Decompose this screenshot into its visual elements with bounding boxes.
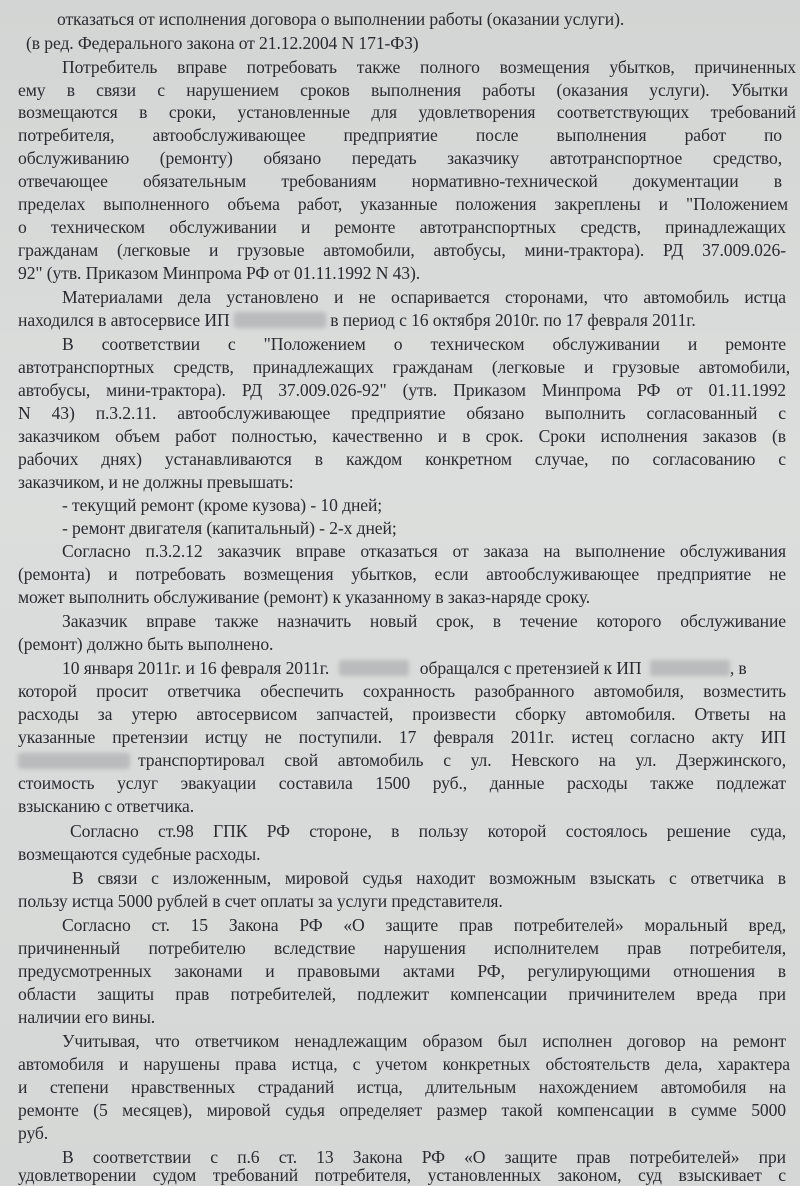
redacted-name [650, 660, 730, 676]
text-line [18, 309, 800, 331]
text-line [62, 657, 800, 679]
text-line: автобусы, мини-трактора). РД 37.009.026-92" (утв. Приказом Минпрома РФ от 01.11.1992 [18, 380, 786, 400]
text-line: и степени нравственных страданий истца, длительным нахождением автомобиля на [18, 1077, 786, 1097]
text-line: возмещаются в сроки, установленные для удовлетворения соответствующих требований [18, 102, 796, 122]
text-line: заказчиком объем работ полностью, качественно и в срок. Сроки исполнения заказов (в [18, 426, 786, 446]
text-line: руб. [18, 1123, 49, 1143]
text-line: (в ред. Федерального закона от 21.12.2004 N 171-ФЗ) [26, 33, 419, 53]
text-line: взысканию с ответчика. [18, 796, 195, 816]
text-line: Заказчик вправе также назначить новый срок, в течение которого обслуживание [62, 611, 786, 631]
text-line: о техническом обслуживании и ремонте автотранспортных средств, принадлежащих [18, 217, 786, 237]
text-segment: , в [729, 658, 747, 678]
text-line: рабочих днях) устанавливаются в каждом конкретном случае, по согласованию с [18, 449, 786, 469]
text-line: пределах выполненного объема работ, указанные положения закреплены и "Положением [18, 194, 788, 214]
text-line: причиненный потребителю вследствие нарушения исполнителем прав потребителя, [18, 938, 786, 958]
text-line: Согласно п.3.2.12 заказчик вправе отказаться от заказа на выполнение обслуживания [62, 541, 786, 561]
text-line: гражданам (легковые и грузовые автомобили, автобусы, мини-трактора). РД 37.009.026- [18, 240, 786, 260]
text-line: N 43) п.3.2.11. автообслуживающее предприятие обязано выполнить согласованный с [18, 403, 786, 423]
text-line: удовлетворении судом требований потребителя, установленных законом, суд взыскивает с [18, 1165, 786, 1185]
text-segment: в период с 16 октября 2010г. по 17 февраля 2011г. [330, 310, 696, 330]
text-line: (ремонт) должно быть выполнено. [18, 634, 274, 654]
text-line: может выполнить обслуживание (ремонт) к указанному в заказ-наряде сроку. [18, 587, 591, 607]
text-segment: обращался с претензией к ИП [419, 658, 642, 678]
text-line: В связи с изложенным, мировой судья находит возможным взыскать с ответчика в [72, 868, 786, 888]
text-line: которой просит ответчика обеспечить сохранность разобранного автомобиля, возместить [18, 681, 786, 701]
text-line: возмещаются судебные расходы. [18, 844, 261, 864]
text-line: Учитывая, что ответчиком ненадлежащим образом был исполнен договор на ремонт [62, 1031, 786, 1051]
text-line: - текущий ремонт (кроме кузова) - 10 дней; [62, 495, 383, 515]
text-line: наличии его вины. [18, 1007, 156, 1027]
text-segment: находился в автосервисе ИП [18, 310, 230, 330]
text-line: пользу истца 5000 рублей в счет оплаты за услуги представителя. [18, 891, 503, 911]
text-line: ремонте (5 месяцев), мировой судья определяет размер такой компенсации в сумме 5000 [18, 1100, 786, 1120]
text-line: В соответствии с п.6 ст. 13 Закона РФ «О защите прав потребителей» при [62, 1147, 786, 1167]
text-line: 92" (утв. Приказом Минпрома РФ от 01.11.1992 N 43). [18, 263, 421, 283]
text-line: автомобиля и нарушены права истца, с учетом конкретных обстоятельств дела, характера [18, 1054, 790, 1074]
text-line: потребителя, автообслуживающее предприятие после выполнения работ по [18, 125, 782, 145]
text-line [18, 749, 786, 771]
text-line: области защиты прав потребителей, подлежит компенсации причинителем вреда при [18, 984, 786, 1004]
text-line: Согласно ст. 15 Закона РФ «О защите прав потребителей» моральный вред, [62, 915, 786, 935]
text-line: Согласно ст.98 ГПК РФ стороне, в пользу которой состоялось решение суда, [70, 821, 786, 841]
text-line: заказчиком, и не должны превышать: [18, 472, 294, 492]
text-line: отвечающее обязательным требованиям нормативно-технической документации в [18, 171, 782, 191]
text-segment: 10 января 2011г. и 16 февраля 2011г. [62, 658, 330, 678]
text-line: отказаться от исполнения договора о выполнении работы (оказании услуги). [57, 9, 625, 29]
text-line: В соответствии с "Положением о техническом обслуживании и ремонте [62, 334, 786, 354]
text-line: Потребитель вправе потребовать также полного возмещения убытков, причиненных [62, 57, 796, 77]
text-segment: транспортировал свой автомобиль с ул. Невского на ул. Дзержинского, [138, 750, 786, 770]
text-line: расходы за утерю автосервисом запчастей, произвести сборку автомобиля. Ответы на [18, 704, 786, 724]
text-line: предусмотренных законами и правовыми актами РФ, регулирующими отношения в [18, 961, 786, 981]
text-line: стоимость услуг эвакуации составила 1500 руб., данные расходы также подлежат [18, 773, 786, 793]
text-line: ему в связи с нарушением сроков выполнения работы (оказания услуги). Убытки [18, 80, 788, 100]
text-line: (ремонта) и потребовать возмещения убытков, если автообслуживающее предприятие не [18, 564, 786, 584]
redacted-name [18, 753, 130, 769]
text-line: автотранспортных средств, принадлежащих гражданам (легковые и грузовые автомобили, [18, 357, 790, 377]
redacted-name [339, 660, 409, 676]
text-line: обслуживанию (ремонту) обязано передать заказчику автотранспортное средство, [18, 148, 782, 168]
text-line: Материалами дела установлено и не оспаривается сторонами, что автомобиль истца [62, 287, 786, 307]
redacted-name [234, 312, 326, 328]
text-line: - ремонт двигателя (капитальный) - 2-х дней; [62, 518, 397, 538]
text-line: указанные претензии истцу не поступили. 17 февраля 2011г. истец согласно акту ИП [18, 727, 786, 747]
